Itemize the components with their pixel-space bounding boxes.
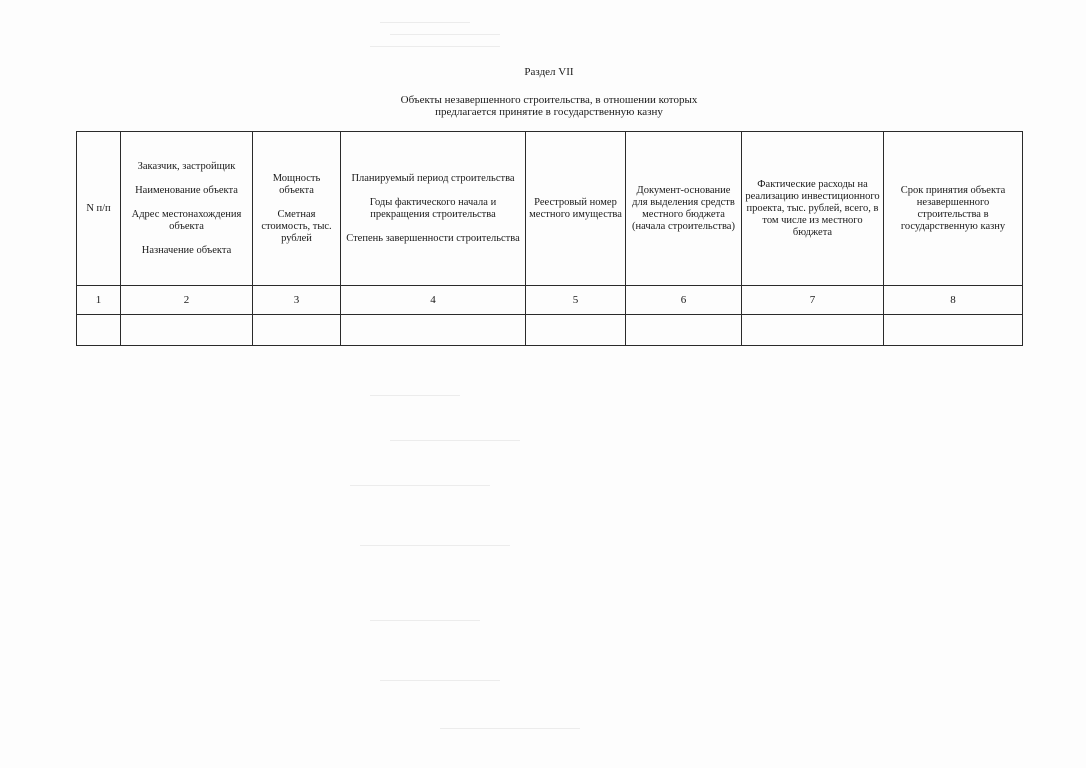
header-cell-period: [341, 132, 526, 286]
column-number-row: [77, 286, 1023, 315]
line-gap: [344, 221, 522, 233]
table-row: [77, 315, 1023, 346]
header-text-line: Фактические расходы на реализацию инвестиционного проекта, тыс. рублей, всего, в том числе из местного бюджета: [745, 178, 880, 238]
line-gap: [124, 197, 249, 209]
section-title: Раздел VII: [524, 66, 574, 78]
table-cell: [626, 315, 742, 346]
column-number-cell: 3: [253, 286, 341, 315]
table-header-row: [77, 132, 1023, 286]
document-title-line-2: предлагается принятие в государственную казну: [435, 106, 663, 118]
document-title-line-1: Объекты незавершенного строительства, в отношении которых: [400, 94, 698, 106]
header-cell-registry-number: [526, 132, 626, 286]
scan-artifact: [350, 485, 490, 486]
column-number-cell: 8: [884, 286, 1023, 315]
line-gap: [256, 197, 337, 209]
header-text-line: Назначение объекта: [141, 244, 232, 256]
column-number-cell: 6: [626, 286, 742, 315]
header-cell-capacity: [253, 132, 341, 286]
header-cell-basis-document: [626, 132, 742, 286]
scan-artifact: [440, 728, 580, 729]
header-text-line: Мощность объекта: [272, 172, 321, 196]
line-gap: [124, 233, 249, 245]
line-gap: [124, 173, 249, 185]
header-text-line: Годы фактического начала и прекращения строительства: [369, 196, 497, 220]
column-number-cell: 2: [121, 286, 253, 315]
table-cell: [121, 315, 253, 346]
header-text-line: Реестровый номер местного имущества: [529, 196, 622, 220]
header-text-line: Степень завершенности строительства: [346, 232, 520, 244]
header-text-line: Планируемый период строительства: [351, 172, 515, 184]
column-number-cell: 1: [77, 286, 121, 315]
table-cell: [253, 315, 341, 346]
header-text-line: Адрес местонахождения объекта: [131, 208, 242, 232]
column-number-cell: 4: [341, 286, 526, 315]
header-cell-customer: [121, 132, 253, 286]
table-cell: [526, 315, 626, 346]
header-text-line: Сметная стоимость, тыс. рублей: [261, 208, 332, 244]
header-text-line: Документ-основание для выделения средств местного бюджета (начала строительства): [632, 184, 735, 232]
table-cell: [884, 315, 1023, 346]
header-text-line: Наименование объекта: [135, 184, 238, 196]
header-cell-actual-expenses: [742, 132, 884, 286]
objects-table: [76, 131, 1023, 346]
header-text-line: Заказчик, застройщик: [137, 160, 236, 172]
line-gap: [344, 185, 522, 197]
scan-artifact: [370, 620, 480, 621]
scan-artifact: [360, 545, 510, 546]
header-text-line: N п/п: [86, 202, 111, 214]
column-number-cell: 5: [526, 286, 626, 315]
table-cell: [341, 315, 526, 346]
table-cell: [77, 315, 121, 346]
scan-artifact: [380, 22, 470, 23]
header-cell-acceptance-term: [884, 132, 1023, 286]
scan-artifact: [390, 440, 520, 441]
scan-artifact: [370, 46, 500, 47]
scan-artifact: [380, 680, 500, 681]
header-text-line: Срок принятия объекта незавершенного строительства в государственную казну: [900, 184, 1006, 232]
document-title: [0, 94, 1086, 118]
scan-artifact: [370, 395, 460, 396]
scan-artifact: [390, 34, 500, 35]
header-cell-number: [77, 132, 121, 286]
table-cell: [742, 315, 884, 346]
column-number-cell: 7: [742, 286, 884, 315]
